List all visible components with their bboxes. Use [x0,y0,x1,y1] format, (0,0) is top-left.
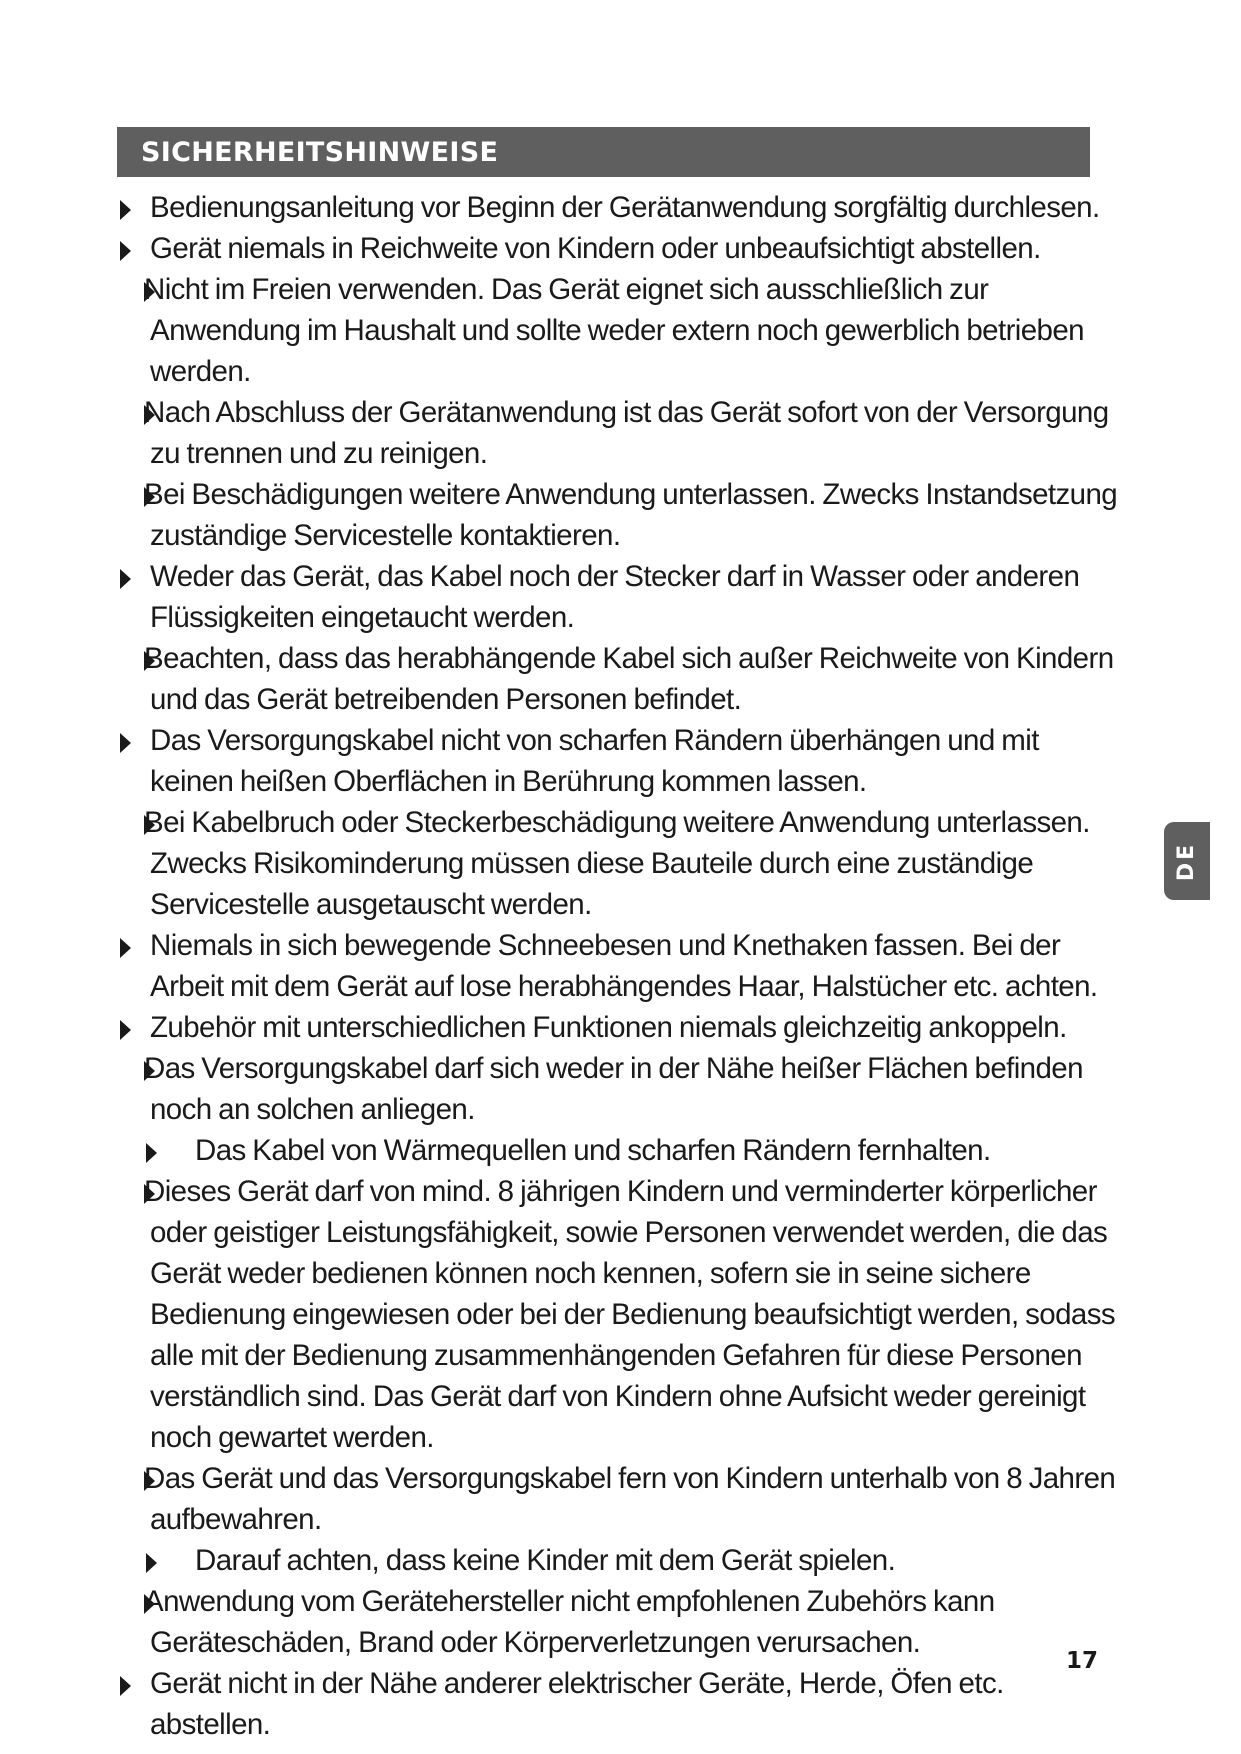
safety-note-text: Bedienungsanleitung vor Beginn der Gerätanwendung sorgfältig durchlesen. [150,191,1100,224]
bullet-triangle-icon [120,1020,131,1040]
bullet-triangle-icon [120,241,131,261]
safety-note-item [116,1048,1126,1130]
safety-note-item [116,1458,1126,1540]
language-tab [1164,822,1210,900]
safety-note-text: Gerät nicht in der Nähe anderer elektrischer Geräte, Herde, Öfen etc. abstellen. [150,1667,1004,1741]
safety-note-item [116,1171,1126,1458]
bullet-triangle-icon [144,1471,155,1491]
safety-note-text: Weder das Gerät, das Kabel noch der Stecker darf in Wasser oder anderen Flüssigkeiten eingetaucht werden. [150,560,1080,634]
safety-note-item [116,556,1126,638]
bullet-triangle-icon [144,1594,155,1614]
bullet-triangle-icon [144,815,155,835]
safety-note-text: Das Versorgungskabel darf sich weder in der Nähe heißer Flächen befinden noch an solchen anliegen. [144,1052,1083,1126]
safety-note-text: Das Kabel von Wärmequellen und scharfen Rändern fernhalten. [195,1134,991,1167]
safety-note-item [116,187,1126,228]
bullet-triangle-icon [144,651,155,671]
section-title: SICHERHEITSHINWEISE [141,136,499,168]
bullet-triangle-icon [120,733,131,753]
bullet-triangle-icon [144,1184,155,1204]
safety-note-item [116,1007,1126,1048]
safety-note-text: Das Versorgungskabel nicht von scharfen Rändern überhängen und mit keinen heißen Oberflächen in Berührung kommen lassen. [150,724,1039,798]
bullet-triangle-icon [144,282,155,302]
safety-note-text: Dieses Gerät darf von mind. 8 jährigen Kindern und verminderter körperlicher oder geistiger Leistungsfähigkeit, sowie Personen verwendet werden, die das Gerät weder bedienen können noch kennen, sofern sie in seine sichere Bedienung eingewiesen oder bei der Bedienung beaufsichtigt werden, sodass alle mit der Bedienung zusammenhängenden Gefahren für diese Personen verständlich sind. Das Gerät darf von Kindern ohne Aufsicht weder gereinigt noch gewartet werden. [144,1175,1116,1454]
safety-note-item [116,925,1126,1007]
section-header [117,127,1090,177]
safety-note-text: Zubehör mit unterschiedlichen Funktionen niemals gleichzeitig ankoppeln. [150,1011,1067,1044]
bullet-triangle-icon [144,1061,155,1081]
page-number: 17 [1066,1648,1099,1674]
safety-note-item [116,392,1126,474]
bullet-triangle-icon [120,1676,131,1696]
bullet-triangle-icon [120,569,131,589]
safety-note-item [116,269,1126,392]
safety-note-item [116,1581,1126,1663]
safety-note-item [116,1663,1126,1745]
safety-note-text: Nach Abschluss der Gerätanwendung ist das Gerät sofort von der Versorgung zu trennen und zu reinigen. [144,396,1109,470]
safety-note-text: Gerät niemals in Reichweite von Kindern oder unbeaufsichtigt abstellen. [150,232,1041,265]
safety-note-text: Bei Kabelbruch oder Steckerbeschädigung weitere Anwendung unterlassen. Zwecks Risikominderung müssen diese Bauteile durch eine zuständige Servicestelle ausgetauscht werden. [144,806,1090,921]
language-tab-label: DE [1174,841,1200,881]
safety-note-item [116,1130,1126,1171]
safety-note-text: Nicht im Freien verwenden. Das Gerät eignet sich ausschließlich zur Anwendung im Haushalt und sollte weder extern noch gewerblich betrieben werden. [144,273,1084,388]
safety-note-item [116,474,1126,556]
safety-note-text: Niemals in sich bewegende Schneebesen und Knethaken fassen. Bei der Arbeit mit dem Gerät auf lose herabhängendes Haar, Halstücher etc. achten. [150,929,1098,1003]
bullet-triangle-icon [120,200,131,220]
safety-note-text: Bei Beschädigungen weitere Anwendung unterlassen. Zwecks Instandsetzung zuständige Servicestelle kontaktieren. [144,478,1118,552]
bullet-triangle-icon [144,487,155,507]
safety-note-text: Beachten, dass das herabhängende Kabel sich außer Reichweite von Kindern und das Gerät betreibenden Personen befindet. [144,642,1114,716]
bullet-triangle-icon [120,938,131,958]
safety-note-text: Darauf achten, dass keine Kinder mit dem Gerät spielen. [195,1544,896,1577]
safety-note-item [116,1540,1126,1581]
safety-note-item [116,638,1126,720]
safety-note-item [116,720,1126,802]
safety-note-text: Das Gerät und das Versorgungskabel fern von Kindern unterhalb von 8 Jahren aufbewahren. [144,1462,1116,1536]
safety-note-text: Anwendung vom Gerätehersteller nicht empfohlenen Zubehörs kann Geräteschäden, Brand oder Körperverletzungen verursachen. [144,1585,995,1659]
safety-note-item [116,228,1126,269]
safety-notes-list [116,187,1126,1745]
bullet-triangle-icon [146,1553,157,1573]
bullet-triangle-icon [146,1143,157,1163]
bullet-triangle-icon [144,405,155,425]
safety-note-item [116,802,1126,925]
